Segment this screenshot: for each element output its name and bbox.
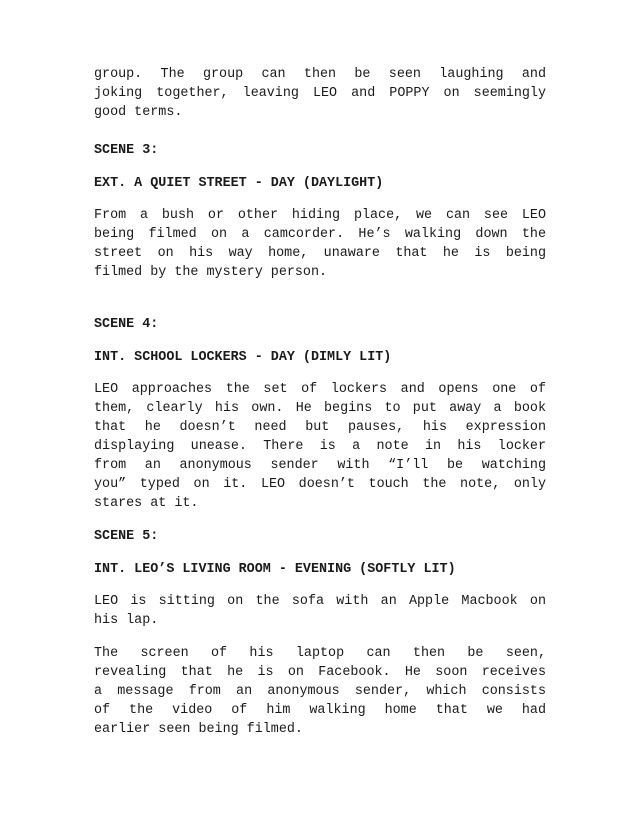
paragraph-line: you” typed on it. LEO doesn’t touch the note, only — [94, 477, 546, 492]
scene-4-slugline: INT. SCHOOL LOCKERS - DAY (DIMLY LIT) — [94, 350, 392, 365]
paragraph-line: From a bush or other hiding place, we can see LEO — [94, 208, 546, 223]
paragraph-line: being filmed on a camcorder. He’s walking down the — [94, 227, 546, 242]
scene-5-action-2 — [94, 644, 546, 739]
paragraph-line: street on his way home, unaware that he is being — [94, 246, 546, 261]
paragraph-line: good terms. — [94, 105, 183, 120]
paragraph-line: a message from an anonymous sender, which consists — [94, 684, 546, 699]
scene-5-action-1 — [94, 592, 546, 630]
paragraph-line: group. The group can then be seen laughing and — [94, 67, 546, 82]
paragraph-line: revealing that he is on Facebook. He soon receives — [94, 665, 546, 680]
paragraph-line: of the video of him walking home that we had — [94, 703, 546, 718]
scene-5-heading: SCENE 5: — [94, 529, 159, 544]
scene-3-heading: SCENE 3: — [94, 143, 159, 158]
paragraph-line: stares at it. — [94, 496, 199, 511]
paragraph-line: LEO approaches the set of lockers and opens one of — [94, 382, 546, 397]
scene-5-slugline: INT. LEO’S LIVING ROOM - EVENING (SOFTLY LIT) — [94, 562, 456, 577]
opening-paragraph — [94, 65, 546, 122]
paragraph-line: that he doesn’t need but pauses, his expression — [94, 420, 546, 435]
script-page — [94, 65, 546, 739]
scene-3-slugline: EXT. A QUIET STREET - DAY (DAYLIGHT) — [94, 176, 384, 191]
scene-3-action — [94, 206, 546, 282]
paragraph-line: filmed by the mystery person. — [94, 265, 328, 280]
paragraph-line: LEO is sitting on the sofa with an Apple Macbook on — [94, 594, 546, 609]
paragraph-line: The screen of his laptop can then be seen, — [94, 646, 546, 661]
paragraph-line: from an anonymous sender with “I’ll be watching — [94, 458, 546, 473]
paragraph-line: earlier seen being filmed. — [94, 722, 303, 737]
paragraph-line: his lap. — [94, 613, 159, 628]
paragraph-line: joking together, leaving LEO and POPPY on seemingly — [94, 86, 546, 101]
scene-4-heading: SCENE 4: — [94, 317, 159, 332]
scene-4-action — [94, 380, 546, 513]
paragraph-line: displaying unease. There is a note in his locker — [94, 439, 546, 454]
paragraph-line: them, clearly his own. He begins to put away a book — [94, 401, 546, 416]
